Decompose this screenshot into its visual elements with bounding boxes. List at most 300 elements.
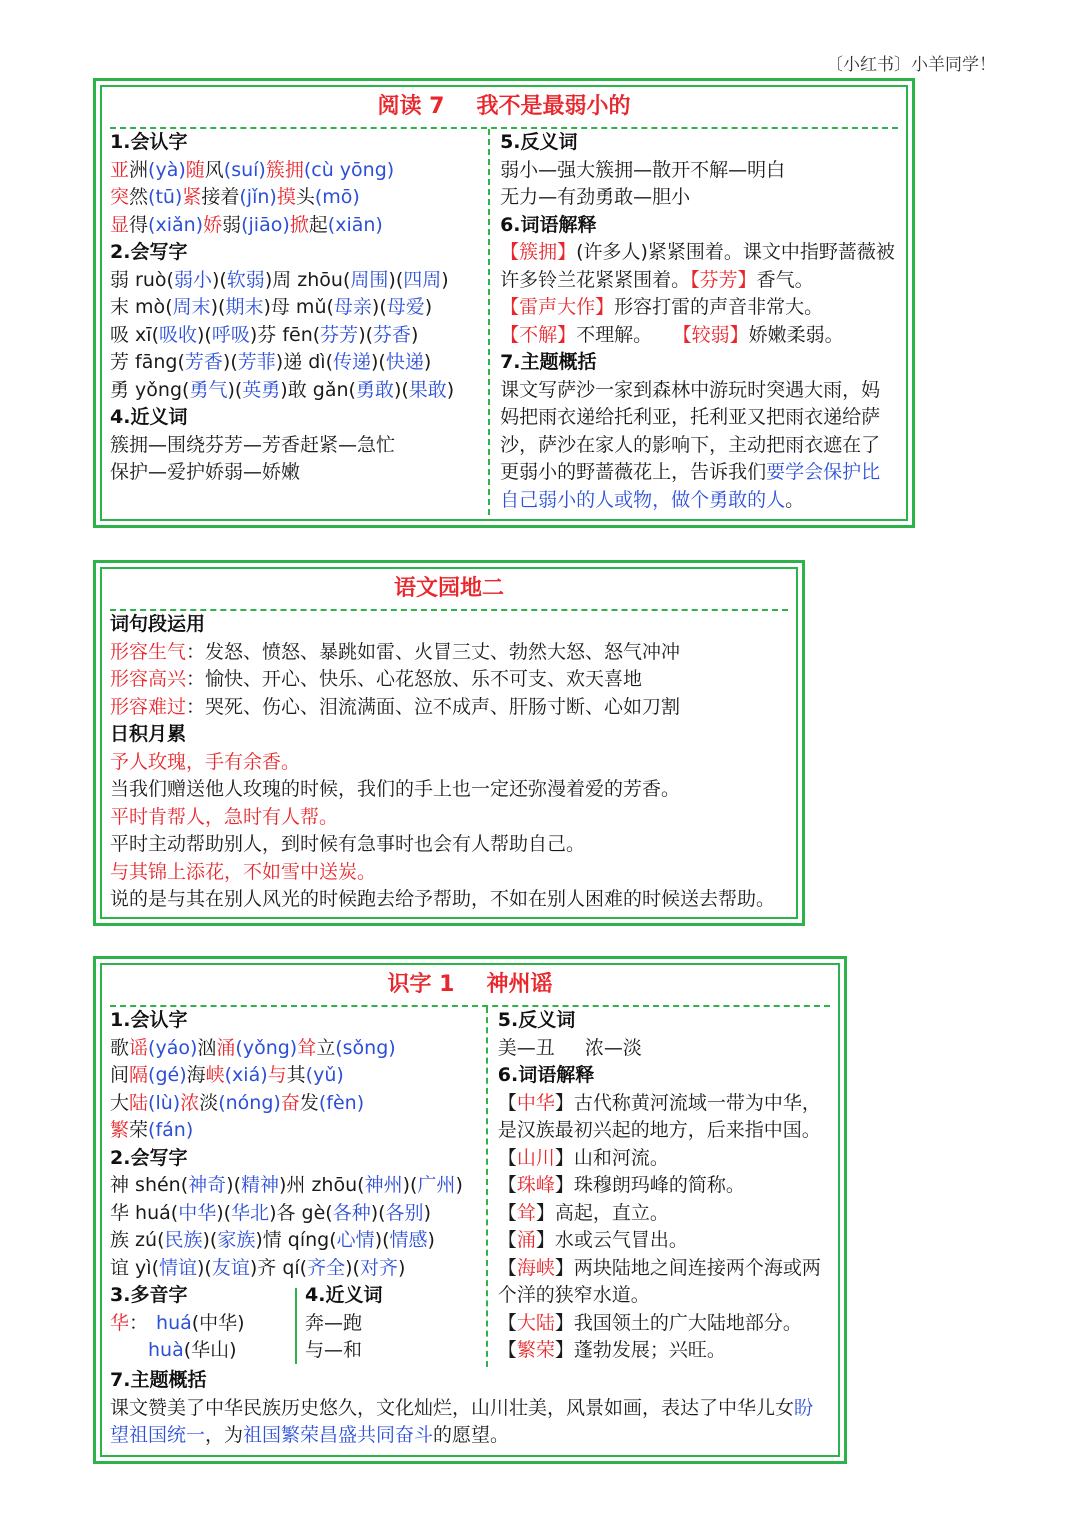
write-item	[110, 1257, 257, 1279]
highlight-char: 亚	[110, 158, 130, 181]
section-heading: 词句段运用	[110, 613, 206, 635]
word: 英勇	[242, 378, 281, 401]
definition-line	[498, 1227, 830, 1255]
word-group-line	[110, 666, 788, 694]
char-text: 得	[129, 213, 149, 236]
write-row	[110, 322, 480, 350]
word-pair: 勇敢—胆小	[595, 186, 691, 208]
word: 精神	[240, 1174, 279, 1196]
pinyin: (sǒng)	[335, 1036, 396, 1059]
char-text: 间	[110, 1064, 130, 1086]
bracket: 】	[554, 1256, 574, 1279]
word: 各别	[385, 1201, 424, 1224]
write-chars	[110, 1172, 478, 1282]
pair-row	[500, 184, 898, 212]
paren: (	[182, 378, 190, 401]
definition-line: 【雷声大作】形容打雷的声音非常大。	[500, 296, 824, 318]
highlight-char: 与	[267, 1064, 287, 1086]
definition-line: 【簇拥】(许多人)紧紧围着。课文中指野蔷薇被	[500, 241, 895, 263]
bracket: 】	[554, 1146, 574, 1169]
antonym-line: 美—丑 浓—淡	[497, 1036, 642, 1059]
definition: 古代称黄河流域一带为中华，	[573, 1091, 821, 1114]
bracket: 】	[535, 1229, 555, 1251]
write-item	[257, 324, 418, 346]
word: 传递	[333, 351, 372, 373]
write-item	[257, 1257, 405, 1279]
polyphone-line: huà(华山)	[148, 1339, 237, 1361]
pinyin: (nóng)	[218, 1091, 281, 1114]
word: 勇敢	[355, 378, 394, 401]
write-char: 递 dì	[283, 351, 326, 373]
pinyin: (jiāo)	[241, 213, 290, 236]
write-char: 母 mǔ	[270, 296, 327, 318]
group-label: 形容高兴	[110, 668, 187, 690]
definition: 高起，直立。	[554, 1201, 669, 1224]
word: 软弱	[226, 268, 265, 291]
definition-line	[498, 1200, 830, 1228]
summary-line: 更弱小的野蔷薇花上，告诉我们要学会保护比	[500, 461, 881, 483]
term: 山川	[516, 1146, 555, 1169]
synonyms	[110, 432, 480, 487]
watermark: 〔小红书〕小羊同学！	[826, 55, 996, 75]
paren: )(	[371, 351, 386, 373]
write-char: 芬 fēn	[257, 323, 313, 346]
highlight-char: 涌	[216, 1036, 236, 1059]
char-item	[277, 186, 360, 208]
term: 耸	[516, 1201, 536, 1224]
highlight-char: 峡	[205, 1064, 225, 1086]
highlight-char: 随	[185, 158, 205, 181]
bracket: 【	[497, 1311, 517, 1334]
polyphone-synonym-row	[110, 1282, 478, 1365]
word: 吸收	[159, 323, 198, 346]
char-item	[110, 159, 186, 181]
bracket: 【	[497, 1174, 517, 1196]
word-pair: 弱小—强大	[500, 158, 596, 181]
word: 广州	[417, 1174, 456, 1196]
definition-line	[498, 1090, 830, 1118]
char-text: 淡	[199, 1091, 219, 1114]
right-column	[488, 1007, 830, 1367]
summary-line: 妈把雨衣递给托利亚，托利亚又把雨衣递给萨	[500, 406, 881, 428]
group-words: ：哭死、伤心、泪流满面、泣不成声、肝肠寸断、心如刀割	[186, 695, 681, 718]
write-item	[110, 351, 283, 373]
char-text: 立	[316, 1036, 336, 1059]
saying: 与其锦上添花，不如雪中送炭。	[110, 860, 377, 883]
char-text: 弱	[222, 213, 242, 236]
word-pair: 赶紧—急忙	[300, 433, 396, 456]
bracket: 【	[497, 1091, 517, 1114]
polyphone-line: 华： huá(中华)	[110, 1311, 245, 1334]
write-item	[110, 1174, 286, 1196]
word: 芳菲	[237, 351, 276, 373]
word: 母亲	[333, 296, 372, 318]
left-column	[110, 1007, 488, 1367]
word: 芬香	[373, 323, 412, 346]
char-item	[281, 1092, 364, 1114]
write-item	[110, 1229, 263, 1251]
write-char: 芳 fāng	[110, 351, 178, 373]
group-label: 形容生气	[110, 640, 187, 663]
word: 对齐	[359, 1256, 398, 1279]
char-text: 荣	[129, 1119, 149, 1141]
char-item	[290, 214, 383, 236]
pinyin: (fán)	[148, 1119, 194, 1141]
lesson-card-reading-7	[93, 78, 915, 528]
summary-line: 自己弱小的人或物，做个勇敢的人。	[500, 488, 805, 511]
word-pair: 保护—爱护	[110, 461, 206, 483]
char-item	[182, 186, 276, 208]
word: 各种	[332, 1201, 371, 1224]
pinyin: (fèn)	[318, 1091, 365, 1114]
definition-line	[498, 1337, 830, 1365]
pinyin: (yǒng)	[235, 1036, 298, 1059]
paren: (	[326, 296, 334, 318]
definition-line	[498, 1117, 830, 1145]
write-row	[110, 294, 480, 322]
word: 中华	[178, 1201, 217, 1224]
paren: )	[441, 268, 449, 291]
term: 中华	[516, 1091, 555, 1114]
write-char: 弱 ruò	[110, 268, 167, 291]
char-text: 头	[295, 186, 315, 208]
write-row	[110, 1255, 478, 1283]
char-text: 然	[129, 186, 149, 208]
char-row	[110, 184, 480, 212]
word-groups	[110, 639, 788, 722]
group-words: ：愉快、开心、快乐、心花怒放、乐不可支、欢天喜地	[186, 668, 643, 690]
word: 家族	[217, 1229, 256, 1251]
pinyin: (cù yōng)	[303, 158, 395, 181]
pinyin: (suí)	[223, 158, 266, 181]
highlight-char: 簇拥	[265, 158, 304, 181]
write-row	[110, 267, 480, 295]
word-pair: 簇拥—围绕	[110, 433, 206, 456]
word: 快递	[385, 351, 424, 373]
char-item	[110, 214, 203, 236]
paren: (	[299, 1256, 308, 1279]
sayings	[110, 749, 788, 914]
word: 周末	[172, 296, 211, 318]
highlight-char: 娇	[203, 213, 223, 236]
paren: (	[151, 323, 159, 346]
paren: )(	[402, 1174, 418, 1196]
paren: )	[279, 1174, 287, 1196]
bracket: 】	[554, 1174, 574, 1196]
summary-line: 课文赞美了中华民族历史悠久，文化灿烂，山川壮美，风景如画，表达了中华儿女盼	[110, 1396, 814, 1419]
write-char: 华 huá	[110, 1201, 171, 1224]
char-row	[110, 1035, 478, 1063]
definition: 是汉族最初兴起的地方，后来指中国。	[497, 1119, 821, 1141]
paren: )	[427, 1229, 435, 1251]
char-text: 大	[110, 1091, 130, 1114]
char-item	[110, 1119, 193, 1141]
write-row	[110, 1172, 478, 1200]
paren: )(	[393, 378, 409, 401]
write-row	[110, 1200, 478, 1228]
pinyin: (xiǎn)	[148, 213, 204, 236]
char-item	[110, 1037, 197, 1059]
bracket: 【	[497, 1201, 517, 1224]
pinyin: (yáo)	[148, 1036, 198, 1059]
term: 大陆	[516, 1311, 555, 1334]
word: 弱小	[173, 268, 212, 291]
section-heading: 3.多音字	[110, 1284, 188, 1306]
paren: (	[342, 268, 351, 291]
paren: )(	[197, 323, 212, 346]
paren: )(	[222, 351, 238, 373]
paren: )	[397, 1256, 406, 1279]
saying-explanation: 说的是与其在别人风光的时候跑去给予帮助，不如在别人困难的时候送去帮助。	[110, 888, 776, 910]
synonyms	[295, 1284, 383, 1364]
lesson-card-shizi-1	[93, 956, 847, 1464]
definitions	[498, 1090, 830, 1365]
char-row	[110, 1062, 478, 1090]
write-item	[263, 1229, 435, 1251]
summary-line: 课文写萨沙一家到森林中游玩时突遇大雨，妈	[500, 378, 881, 401]
lesson-number: 阅读 7	[377, 94, 445, 119]
paren: (	[165, 296, 173, 318]
pair-row	[110, 432, 480, 460]
section-heading: 7.主题概括	[110, 1369, 207, 1391]
char-item	[110, 1064, 187, 1086]
paren: )(	[374, 1229, 390, 1251]
word: 神奇	[188, 1174, 227, 1196]
paren: (	[157, 1229, 165, 1251]
highlight-char: 掀	[289, 213, 309, 236]
definition: 山和河流。	[573, 1146, 669, 1169]
definition-line	[498, 1282, 830, 1310]
definition: 水或云气冒出。	[554, 1229, 688, 1251]
bracket: 【	[497, 1339, 517, 1361]
bracket: 【	[497, 1229, 517, 1251]
paren: (	[180, 1174, 189, 1196]
bracket: 】	[554, 1311, 574, 1334]
char-text: 洲	[129, 158, 149, 181]
word: 芳香	[184, 351, 223, 373]
group-words: ：发怒、愤怒、暴跳如雷、火冒三丈、勃然大怒、怒气冲冲	[186, 640, 681, 663]
paren: )	[423, 1201, 431, 1224]
group-label: 形容难过	[110, 695, 187, 718]
paren: )	[249, 1256, 258, 1279]
saying: 平时肯帮人，急时有人帮。	[110, 805, 339, 828]
write-item	[283, 351, 431, 373]
write-item	[110, 324, 257, 346]
write-char: 州 zhōu	[286, 1174, 358, 1196]
section-heading: 4.近义词	[110, 406, 188, 428]
write-item	[288, 379, 455, 401]
paren: )	[249, 323, 258, 346]
write-char: 情 qíng	[262, 1229, 330, 1251]
char-item	[203, 214, 290, 236]
pinyin: (yǔ)	[305, 1064, 344, 1086]
paren: )(	[371, 296, 387, 318]
write-char: 各 gè	[276, 1201, 326, 1224]
word: 母爱	[386, 296, 425, 318]
definition: 蓬勃发展；兴旺。	[573, 1339, 726, 1361]
highlight-char: 谣	[129, 1036, 149, 1059]
paren: )(	[388, 268, 404, 291]
paren: )(	[202, 1229, 218, 1251]
write-char: 末 mò	[110, 296, 166, 318]
bracket: 【	[497, 1146, 517, 1169]
char-text: 海	[186, 1064, 206, 1086]
word: 情感	[389, 1229, 428, 1251]
word-pair: 不解—明白	[690, 158, 786, 181]
paren: )(	[345, 1256, 360, 1279]
write-char: 敢 gǎn	[287, 378, 349, 401]
paren: )	[263, 296, 271, 318]
word-pair: 簇拥—散开	[595, 158, 691, 181]
word: 齐全	[307, 1256, 346, 1279]
definition-line	[498, 1255, 830, 1283]
word-pair: 无力—有劲	[500, 186, 596, 208]
write-char: 族 zú	[110, 1229, 158, 1251]
section-heading: 7.主题概括	[500, 351, 597, 373]
highlight-char: 突	[110, 186, 130, 208]
paren: )(	[370, 1201, 386, 1224]
pinyin: (xiān)	[327, 213, 383, 236]
write-char: 齐 qí	[257, 1256, 300, 1279]
char-row	[110, 212, 480, 240]
lesson-title: 神州谣	[486, 972, 553, 997]
paren: )	[275, 351, 284, 373]
pinyin: (jǐn)	[239, 186, 277, 208]
word: 民族	[164, 1229, 203, 1251]
antonyms	[500, 157, 898, 212]
char-item	[266, 159, 394, 181]
highlight-char: 耸	[297, 1036, 317, 1059]
write-item	[276, 1202, 431, 1224]
pinyin: (gé)	[148, 1064, 187, 1086]
highlight-char: 隔	[129, 1064, 149, 1086]
word: 呼吸	[211, 323, 250, 346]
definition-line	[498, 1145, 830, 1173]
paren: )	[411, 323, 419, 346]
card-title: 语文园地二	[110, 569, 788, 611]
paren: )(	[358, 323, 374, 346]
paren: )	[269, 1201, 277, 1224]
highlight-char: 陆	[129, 1091, 149, 1114]
pinyin: (xiá)	[224, 1064, 268, 1086]
paren: (	[325, 351, 333, 373]
char-item	[197, 1037, 297, 1059]
pair-row	[110, 459, 480, 487]
char-item	[268, 1064, 344, 1086]
synonym-pair: 奔—跑	[305, 1311, 363, 1334]
paren: )(	[226, 1174, 241, 1196]
char-item	[180, 1092, 281, 1114]
synonym-pair: 与—和	[305, 1339, 363, 1361]
char-text: 汹	[197, 1036, 217, 1059]
paren: (	[348, 378, 356, 401]
paren: (	[151, 1256, 159, 1279]
char-text: 接着	[201, 186, 240, 208]
term: 繁荣	[516, 1339, 555, 1361]
card-title	[110, 87, 898, 129]
pinyin: (yà)	[148, 158, 186, 181]
write-char: 神 shén	[110, 1174, 181, 1196]
definition-line: 【不解】不理解。 【较弱】娇嫩柔弱。	[500, 323, 844, 346]
word: 神州	[364, 1174, 403, 1196]
highlight-char: 浓	[180, 1091, 200, 1114]
section-heading: 2.会写字	[110, 1146, 188, 1169]
left-column	[110, 129, 490, 515]
highlight-char: 奋	[280, 1091, 300, 1114]
paren: )(	[210, 296, 226, 318]
char-item	[297, 1037, 395, 1059]
paren: (	[170, 1201, 179, 1224]
write-item	[272, 269, 448, 291]
paren: )	[423, 351, 432, 373]
word: 期末	[225, 296, 264, 318]
word: 情谊	[159, 1256, 198, 1279]
summary-line: 望祖国统一，为祖国繁荣昌盛共同奋斗的愿望。	[110, 1424, 510, 1446]
term: 珠峰	[516, 1174, 555, 1196]
bracket: 】	[554, 1091, 574, 1114]
paren: (	[329, 1229, 337, 1251]
char-text: 起	[308, 213, 328, 236]
recognize-chars	[110, 1035, 478, 1145]
word-group-line	[110, 694, 788, 722]
definition-line	[498, 1172, 830, 1200]
paren: )	[455, 1174, 463, 1196]
paren: )	[255, 1229, 263, 1251]
highlight-char: 摸	[276, 186, 296, 208]
char-item	[187, 1064, 268, 1086]
write-item	[110, 269, 272, 291]
paren: (	[325, 1201, 333, 1224]
word: 四周	[403, 268, 442, 291]
highlight-char: 紧	[182, 186, 202, 208]
right-column	[490, 129, 898, 515]
definition-line	[498, 1310, 830, 1338]
section-heading: 6.词语解释	[500, 213, 597, 236]
word: 心情	[336, 1229, 375, 1251]
section-heading: 4.近义词	[305, 1284, 383, 1306]
paren: )(	[197, 1256, 212, 1279]
paren: (	[312, 323, 321, 346]
card-title	[110, 965, 830, 1007]
pinyin: (mō)	[314, 186, 360, 208]
definition: 我国领土的广大陆地部分。	[573, 1311, 802, 1334]
word: 果敢	[408, 378, 447, 401]
definition-line: 许多铃兰花紧紧围着。【芬芳】香气。	[500, 268, 814, 291]
write-item	[110, 296, 271, 318]
word-group-line	[110, 639, 788, 667]
char-row	[110, 157, 480, 185]
paren: )	[264, 268, 273, 291]
section-heading: 5.反义词	[497, 1009, 576, 1031]
section-heading: 6.词语解释	[497, 1064, 595, 1086]
polyphones	[110, 1282, 295, 1365]
char-row	[110, 1117, 478, 1145]
word: 勇气	[189, 378, 228, 401]
saying: 予人玫瑰，手有余香。	[110, 750, 301, 773]
saying-explanation: 平时主动帮助别人，到时候有急事时也会有人帮助自己。	[110, 833, 586, 855]
term: 海峡	[516, 1256, 555, 1279]
section-heading: 日积月累	[110, 723, 187, 745]
char-item	[110, 1092, 180, 1114]
write-item	[110, 1202, 276, 1224]
write-row	[110, 377, 480, 405]
char-row	[110, 1090, 478, 1118]
char-item	[186, 159, 266, 181]
lesson-number: 识字 1	[387, 972, 455, 997]
lesson-card-garden-2	[93, 560, 805, 926]
pinyin: (lù)	[148, 1091, 181, 1114]
pinyin: (tū)	[148, 186, 183, 208]
